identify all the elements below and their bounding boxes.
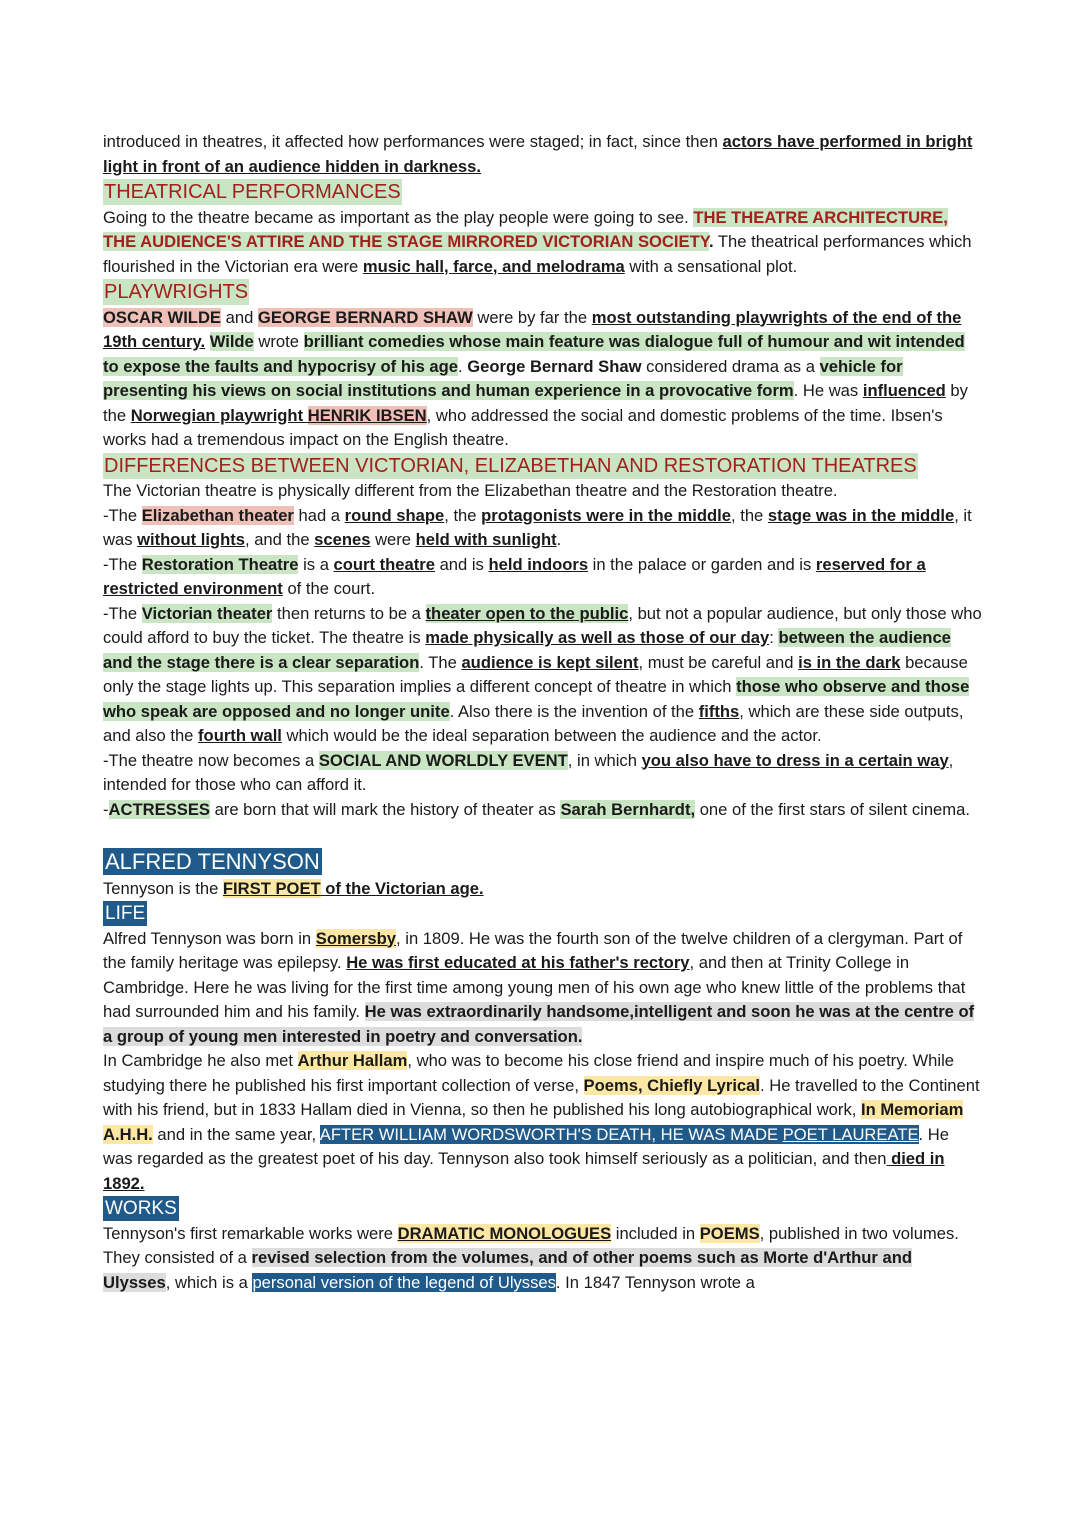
text-run: round shape [344, 505, 445, 525]
text-run: . He travelled to the Continent with his friend, but in 1833 Hallam died in Vienna, so then he published his long autobiographical work, [103, 1075, 980, 1119]
text-run: Elizabethan theater [141, 505, 294, 525]
paragraph [103, 877, 983, 902]
text-run: , in 1809. He was the fourth son of the twelve children of a clergyman. Part of the family heritage was epilepsy. [103, 928, 963, 972]
paragraph [103, 927, 983, 1050]
text-run: Restoration Theatre [141, 554, 299, 574]
text-run [205, 332, 210, 351]
text-run: , the [731, 505, 768, 525]
text-run: theater open to the public [425, 603, 629, 623]
text-run: . The [419, 652, 462, 672]
text-run: . [458, 356, 468, 376]
text-run: of the court. [282, 579, 376, 598]
text-run: He was extraordinarily handsome,intelligent and soon he was at the centre of a group of young men interested in poetry and conversation. [103, 1002, 975, 1046]
text-run: music hall, farce, and melodrama [362, 256, 625, 276]
section-heading: LIFE [105, 903, 146, 924]
text-run: -The [103, 505, 142, 525]
section-heading-row [103, 1196, 983, 1222]
text-run: then returns to be a [272, 603, 426, 623]
text-run: : [769, 628, 779, 647]
text-run: , must be careful and [638, 652, 799, 672]
text-run: . [708, 232, 714, 251]
text-run: reserved for a restricted environment [103, 554, 926, 598]
section-heading-row [103, 279, 983, 306]
text-run: POEMS [699, 1223, 760, 1243]
text-run: , intended for those who can afford it. [103, 750, 954, 794]
text-run: - [103, 799, 109, 819]
text-run: Arthur Hallam [297, 1051, 408, 1070]
text-run: most outstanding playwrights of the end of the 19th century. [103, 307, 962, 351]
text-run: included in [611, 1223, 700, 1243]
text-run: held with sunlight [415, 530, 557, 549]
text-run: -The [103, 554, 142, 574]
paragraph [103, 602, 983, 749]
text-run: vehicle for presenting his views on social institutions and human experience in a provocative form [103, 356, 903, 400]
text-run: -The [103, 603, 142, 623]
text-run: fifths [698, 701, 740, 721]
text-run: POET LAUREATE [782, 1124, 919, 1144]
text-run: those who observe and those who speak are opposed and no longer unite [103, 677, 970, 721]
text-run: between the audience and the stage there is a clear separation [103, 628, 951, 672]
text-run: . He was regarded as the greatest poet of his day. Tennyson also took himself seriously as a politician, and then [103, 1124, 949, 1168]
text-run: and [221, 307, 258, 327]
text-run: , which is a [165, 1272, 253, 1292]
text-run: by the [103, 381, 968, 425]
text-run: scenes [314, 530, 371, 549]
text-run: held indoors [488, 554, 589, 574]
text-run: , the [444, 505, 482, 525]
text-run: fourth wall [198, 726, 282, 745]
text-run: , and then at Trinity College in Cambridge. Here he was living for the first time among young men of his own age who knew little of the problems that had surrounded him and his family. [103, 953, 966, 1021]
paragraph [103, 1222, 983, 1296]
text-run: without lights [137, 530, 245, 549]
text-run: . He was [793, 381, 863, 400]
text-run: is a [298, 554, 334, 574]
text-run: GEORGE BERNARD SHAW [257, 307, 473, 327]
paragraph [103, 749, 983, 798]
text-run: Tennyson is the [103, 878, 223, 898]
text-run: actors have performed in bright light in front of an audience hidden in darkness. [103, 132, 973, 176]
section-spacer [103, 822, 983, 848]
text-run: HENRIK IBSEN [307, 405, 427, 425]
text-run: In Memoriam A.H.H. [103, 1100, 964, 1144]
section-heading-row [103, 901, 983, 927]
paragraph [103, 206, 983, 280]
text-run: Alfred Tennyson was born in [103, 928, 316, 948]
text-run: brilliant comedies whose main feature was dialogue full of humour and wit intended to expose the faults and hypocrisy of his age [103, 332, 965, 376]
text-run: SOCIAL AND WORLDLY EVENT [318, 750, 568, 770]
text-run: , but not a popular audience, but only those who could afford to buy the ticket. The theatre is [103, 603, 982, 647]
text-run: The theatrical performances which flourished in the Victorian era were [103, 232, 972, 276]
text-run: you also have to dress in a certain way [641, 750, 949, 770]
text-run: died in 1892. [103, 1149, 945, 1193]
text-run: Norwegian playwright [130, 405, 308, 425]
text-run: . [556, 530, 562, 549]
text-run: Going to the theatre became as important as the play people were going to see. [103, 207, 694, 227]
text-run: DRAMATIC MONOLOGUES [397, 1223, 612, 1243]
text-run: ACTRESSES [108, 799, 210, 819]
text-run: and is [434, 554, 489, 574]
text-run: court theatre [333, 554, 435, 574]
text-run: Poems, Chiefly Lyrical [583, 1075, 761, 1095]
text-run: one of the first stars of silent cinema. [695, 799, 970, 819]
text-run: are born that will mark the history of theater as [209, 799, 561, 819]
text-run: Wilde [209, 332, 254, 351]
text-run: , and the [244, 530, 315, 549]
text-run: personal version of the legend of Ulysses [252, 1272, 556, 1292]
text-run: , it was [103, 505, 972, 549]
text-run: AFTER WILLIAM WORDSWORTH'S DEATH, HE WAS MADE [319, 1124, 783, 1144]
text-run: In Cambridge he also met [103, 1051, 298, 1070]
text-run: and in the same year, [152, 1124, 320, 1144]
text-run: The Victorian theatre is physically different from the Elizabethan theatre and the Restoration theatre. [103, 481, 838, 500]
text-run: George Bernard Shaw [467, 356, 642, 376]
text-run: made physically as well as those of our day [425, 628, 770, 647]
paragraph [103, 479, 983, 504]
text-run: because only the stage lights up. This separation implies a different concept of theatre in which [103, 652, 968, 696]
text-run: wrote [253, 332, 304, 351]
section-heading: PLAYWRIGHTS [104, 281, 249, 303]
section-heading: ALFRED TENNYSON [105, 849, 320, 874]
text-run: , published in two volumes. They consisted of a [103, 1223, 959, 1267]
text-run: had a [293, 505, 345, 525]
text-run: audience is kept silent [461, 652, 639, 672]
paragraph [103, 1049, 983, 1196]
text-run: -The theatre now becomes a [103, 750, 319, 770]
text-run: which would be the ideal separation between the audience and the actor. [281, 726, 822, 745]
text-run: , in which [567, 750, 642, 770]
paragraph [103, 306, 983, 453]
text-run: OSCAR WILDE [103, 307, 221, 327]
paragraph [103, 553, 983, 602]
document-content [103, 130, 983, 1295]
text-run: . Also there is the invention of the [449, 701, 699, 721]
section-heading-row [103, 453, 983, 480]
text-run: , who was to become his close friend and inspire much of his poetry. While studying there he published his first important collection of verse, [103, 1051, 954, 1095]
text-run: , which are these side outputs, and also the [103, 701, 964, 745]
text-run: Victorian theater [141, 603, 273, 623]
text-run: He was first educated at his father's rectory [346, 953, 690, 972]
text-run: considered drama as a [641, 356, 820, 376]
section-heading: WORKS [105, 1198, 177, 1219]
text-run: revised selection from the volumes, and of other poems such as Morte d'Arthur and Ulysses [103, 1248, 912, 1292]
text-run: Somersby [315, 928, 397, 948]
section-heading-row [103, 848, 983, 877]
text-run: were [370, 530, 416, 549]
text-run: THE THEATRE ARCHITECTURE, THE AUDIENCE'S ATTIRE AND THE STAGE MIRRORED VICTORIAN SOCIETY [103, 207, 948, 251]
text-run: protagonists were in the middle [481, 505, 731, 525]
paragraph [103, 798, 983, 823]
text-run: , who addressed the social and domestic problems of the time. Ibsen's works had a tremendous impact on the English theatre. [103, 405, 943, 449]
text-run: stage was in the middle [767, 505, 955, 525]
section-heading: DIFFERENCES BETWEEN VICTORIAN, ELIZABETHAN AND RESTORATION THEATRES [104, 454, 917, 477]
text-run: introduced in theatres, it affected how performances were staged; in fact, since then [103, 132, 723, 151]
paragraph [103, 504, 983, 553]
text-run: were by far the [472, 307, 592, 327]
text-run: is in the dark [798, 652, 901, 672]
text-run: of the Victorian age. [320, 878, 484, 898]
text-run: Tennyson's first remarkable works were [103, 1223, 398, 1243]
section-heading-row [103, 179, 983, 206]
text-run: with a sensational plot. [624, 256, 798, 276]
section-heading: THEATRICAL PERFORMANCES [104, 181, 401, 203]
text-run: influenced [862, 381, 946, 400]
text-run: in the palace or garden and is [588, 554, 816, 574]
text-run: FIRST POET [222, 878, 321, 898]
text-run: . In 1847 Tennyson wrote a [555, 1272, 755, 1292]
text-run: Sarah Bernhardt, [560, 799, 696, 819]
paragraph [103, 130, 983, 179]
